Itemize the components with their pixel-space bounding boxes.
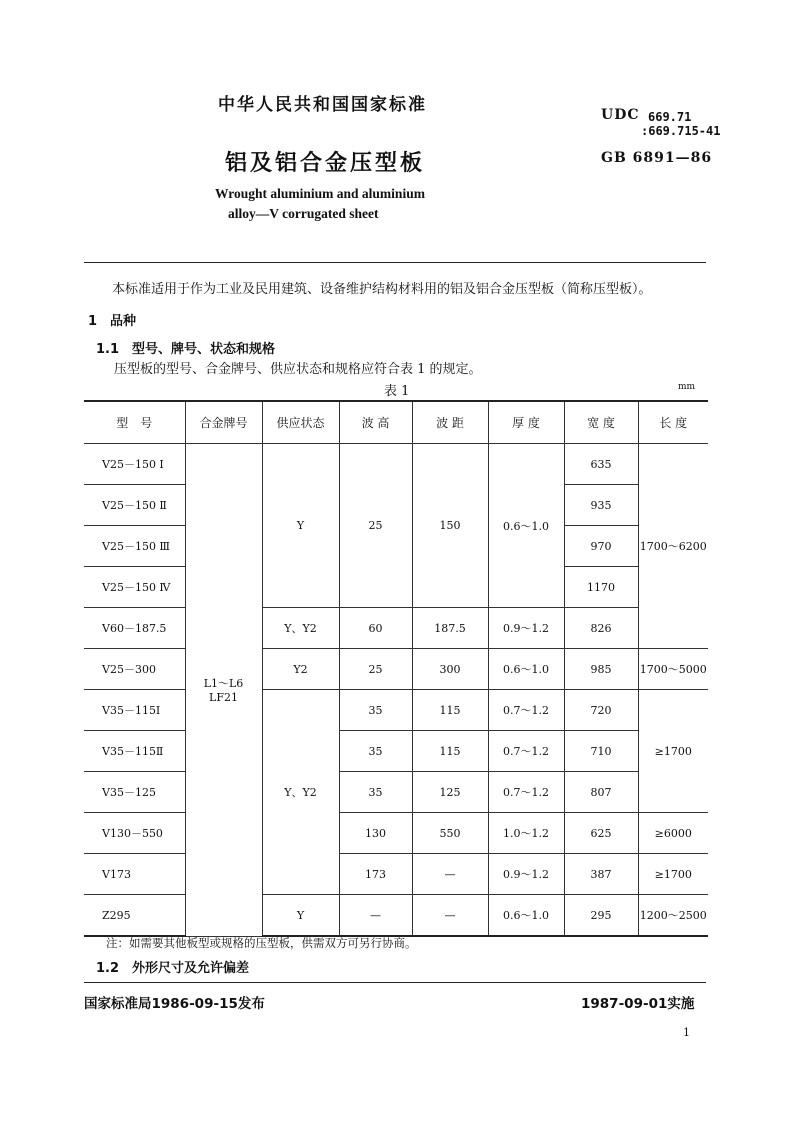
page-number: 1 <box>683 1026 690 1039</box>
issued-date: 国家标准局1986-09-15发布 <box>84 996 265 1012</box>
cell-width: 1170 <box>564 567 638 608</box>
udc-label: UDC <box>601 107 640 123</box>
cell-wave-height: 25 <box>339 649 412 690</box>
cell-wave-height: 173 <box>339 854 412 895</box>
header-divider <box>84 262 706 263</box>
cell-width: 635 <box>564 444 638 485</box>
cell-width: 625 <box>564 813 638 854</box>
cell-length: ≥1700 <box>638 690 708 813</box>
cell-thickness: 0.9～1.2 <box>488 854 564 895</box>
intro-paragraph: 本标准适用于作为工业及民用建筑、设备维护结构材料用的铝及铝合金压型板（简称压型板）。 <box>112 282 652 297</box>
header-wave-height: 波 高 <box>339 401 412 444</box>
header-width: 宽 度 <box>564 401 638 444</box>
cell-width: 935 <box>564 485 638 526</box>
table-row <box>84 854 708 895</box>
cell-thickness: 0.7～1.2 <box>488 690 564 731</box>
cell-width: 807 <box>564 772 638 813</box>
cell-thickness: 0.6～1.0 <box>488 444 564 608</box>
section-1-1-heading: 1.1 型号、牌号、状态和规格 <box>96 342 276 357</box>
cell-thickness: 0.6～1.0 <box>488 649 564 690</box>
table-note: 注：如需要其他板型或规格的压型板，供需双方可另行协商。 <box>106 936 417 950</box>
cell-wave-height: 35 <box>339 772 412 813</box>
section-1-heading: 1 品种 <box>88 314 137 329</box>
cell-wave-height: 25 <box>339 444 412 608</box>
document-title-cn: 铝及铝合金压型板 <box>225 151 426 176</box>
cell-wave-pitch: 115 <box>412 690 488 731</box>
alloy-line-1: L1～L6 <box>203 677 244 691</box>
cell-width: 720 <box>564 690 638 731</box>
cell-wave-pitch: 125 <box>412 772 488 813</box>
cell-model: V25－150 Ⅰ <box>84 444 185 485</box>
cell-wave-height: 35 <box>339 690 412 731</box>
cell-width: 295 <box>564 895 638 937</box>
cell-length: 1200～2500 <box>638 895 708 937</box>
cell-model: V25－150 Ⅱ <box>84 485 185 526</box>
table-unit: mm <box>678 382 696 392</box>
table-caption: 表 1 <box>384 384 410 399</box>
cell-model: V60－187.5 <box>84 608 185 649</box>
cell-alloy <box>185 444 262 937</box>
cell-wave-pitch: 187.5 <box>412 608 488 649</box>
cell-width: 985 <box>564 649 638 690</box>
udc-code-1: 669.71 <box>648 110 692 124</box>
cell-model: V35－115Ⅱ <box>84 731 185 772</box>
gb-standard-number: GB 6891—86 <box>601 150 713 166</box>
cell-model: V25－150 Ⅲ <box>84 526 185 567</box>
implementation-date: 1987-09-01实施 <box>581 996 695 1012</box>
cell-wave-pitch: — <box>412 854 488 895</box>
table-row <box>84 895 708 937</box>
alloy-line-2: LF21 <box>209 691 238 705</box>
cell-wave-pitch: 115 <box>412 731 488 772</box>
cell-thickness: 1.0～1.2 <box>488 813 564 854</box>
table-row <box>84 731 708 772</box>
cell-state: Y <box>262 895 339 937</box>
cell-model: V130－550 <box>84 813 185 854</box>
header-model: 型 号 <box>84 401 185 444</box>
cell-wave-pitch: 150 <box>412 444 488 608</box>
cell-length: 1700～5000 <box>638 649 708 690</box>
cell-width: 826 <box>564 608 638 649</box>
cell-width: 970 <box>564 526 638 567</box>
cell-model: V35－125 <box>84 772 185 813</box>
cell-width: 387 <box>564 854 638 895</box>
table-row <box>84 608 708 649</box>
cell-wave-height: — <box>339 895 412 937</box>
cell-width: 710 <box>564 731 638 772</box>
table-row <box>84 444 708 485</box>
cell-model: V35－115Ⅰ <box>84 690 185 731</box>
cell-wave-pitch: 550 <box>412 813 488 854</box>
cell-length: ≥6000 <box>638 813 708 854</box>
table-row <box>84 772 708 813</box>
cell-wave-height: 35 <box>339 731 412 772</box>
cell-thickness: 0.6～1.0 <box>488 895 564 937</box>
cell-wave-pitch: 300 <box>412 649 488 690</box>
specification-table <box>84 400 708 937</box>
document-title-en-line1: Wrought aluminium and aluminium <box>215 186 425 201</box>
udc-code-2: :669.715-41 <box>641 124 721 138</box>
header-length: 长 度 <box>638 401 708 444</box>
cell-thickness: 0.7～1.2 <box>488 772 564 813</box>
footer-divider <box>84 982 706 983</box>
table-header-row <box>84 401 708 444</box>
cell-length: 1700～6200 <box>638 444 708 649</box>
header-state: 供应状态 <box>262 401 339 444</box>
cell-model: V25－150 Ⅳ <box>84 567 185 608</box>
cell-model: V173 <box>84 854 185 895</box>
header-wave-pitch: 波 距 <box>412 401 488 444</box>
table-row <box>84 813 708 854</box>
section-1-1-text: 压型板的型号、合金牌号、供应状态和规格应符合表 1 的规定。 <box>114 362 482 377</box>
cell-wave-height: 60 <box>339 608 412 649</box>
cell-thickness: 0.9～1.2 <box>488 608 564 649</box>
cell-state: Y <box>262 444 339 608</box>
cell-state: Y2 <box>262 649 339 690</box>
table-row <box>84 690 708 731</box>
section-1-2-heading: 1.2 外形尺寸及允许偏差 <box>96 961 250 976</box>
cell-state: Y、Y2 <box>262 608 339 649</box>
cell-wave-height: 130 <box>339 813 412 854</box>
standard-organization: 中华人民共和国国家标准 <box>218 95 427 115</box>
cell-model: V25－300 <box>84 649 185 690</box>
document-title-en-line2: alloy—V corrugated sheet <box>228 206 379 221</box>
cell-wave-pitch: — <box>412 895 488 937</box>
header-alloy: 合金牌号 <box>185 401 262 444</box>
cell-length: ≥1700 <box>638 854 708 895</box>
table-row <box>84 649 708 690</box>
cell-state: Y、Y2 <box>262 690 339 895</box>
cell-model: Z295 <box>84 895 185 937</box>
cell-thickness: 0.7～1.2 <box>488 731 564 772</box>
header-thickness: 厚 度 <box>488 401 564 444</box>
